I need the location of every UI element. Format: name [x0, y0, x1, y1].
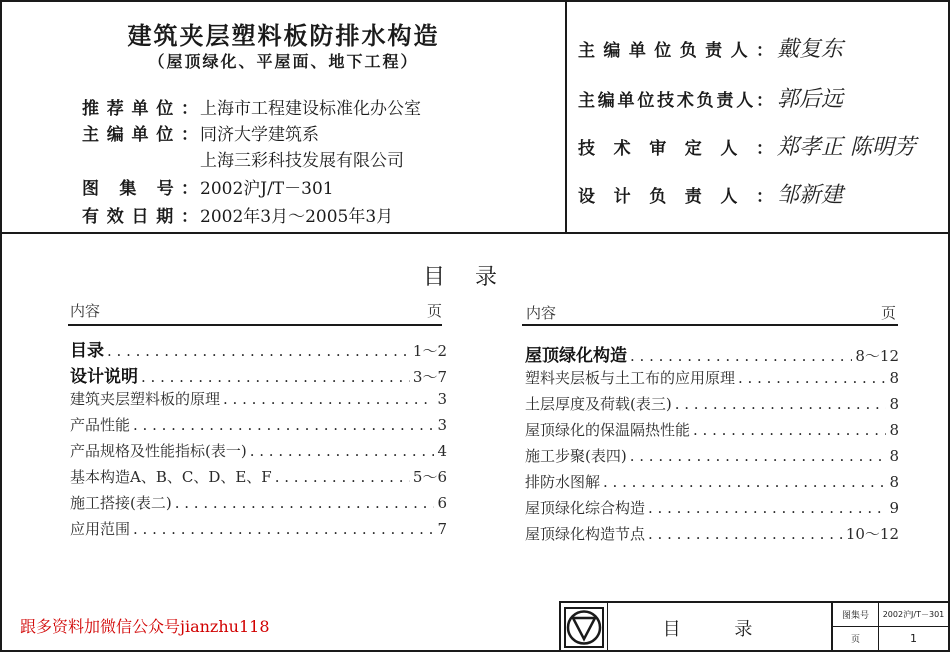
toc-entry-title: 施工搭接(表二) [70, 494, 172, 512]
toc-entry-title: 施工步聚(表四) [525, 447, 627, 465]
toc-leader-dots [693, 421, 886, 439]
info-label: 推荐单位： [82, 99, 198, 119]
toc-right-header [526, 302, 896, 324]
info-atlas-number [82, 174, 334, 200]
toc-entry-title: 土层厚度及荷载(表三) [525, 395, 672, 413]
toc-entry [525, 419, 899, 445]
toc-leader-dots [738, 369, 886, 387]
toc-entry [70, 336, 447, 362]
toc-entry [525, 497, 899, 523]
toc-entry-title: 基本构造A、B、C、D、E、F [70, 468, 272, 486]
toc-leader-dots [648, 525, 843, 543]
toc-entry-page: 6 [437, 494, 447, 512]
toc-entry-title: 产品性能 [70, 416, 131, 434]
toc-leader-dots [133, 416, 434, 434]
atlas-number: 2002沪J/T－301 [879, 603, 948, 627]
info-chief-unit [82, 120, 319, 146]
resp-label: 设计负责人： [578, 187, 773, 207]
toc-leader-dots [675, 395, 887, 413]
toc-entry [525, 367, 899, 393]
toc-entry [525, 445, 899, 471]
page-number: 1 [910, 632, 917, 645]
toc-entry [525, 523, 899, 549]
toc-entry-title: 屋顶绿化综合构造 [525, 499, 646, 517]
toc-entry-page: 8 [889, 395, 899, 413]
toc-leader-dots [250, 442, 435, 460]
toc-entry-page: 4 [437, 442, 447, 460]
signature: 邹新建 [777, 183, 844, 208]
toc-entry [525, 341, 899, 367]
toc-right-rule [522, 324, 898, 326]
toc-entry-title: 屋顶绿化的保温隔热性能 [525, 421, 691, 439]
resp-label: 技术审定人： [578, 139, 773, 159]
col-page-label: 页 [426, 302, 442, 320]
toc-entry-page: 1～2 [412, 342, 447, 360]
toc-entry-page: 8 [889, 421, 899, 439]
header-divider [565, 2, 567, 232]
col-content-label: 内容 [70, 302, 101, 320]
toc-right-list [525, 341, 899, 549]
info-label: 有效日期： [82, 207, 198, 227]
toc-entry-title: 排防水图解 [525, 473, 601, 491]
toc-left-header [70, 300, 442, 322]
toc-leader-dots [223, 390, 434, 408]
toc-leader-dots [141, 368, 410, 386]
toc-entry-title: 目录 [70, 341, 104, 361]
toc-entry-page: 9 [889, 499, 899, 517]
resp-technical-head [578, 82, 843, 112]
toc-title: 目录 [422, 265, 527, 290]
toc-entry [70, 362, 447, 388]
info-value: 上海市工程建设标准化办公室 [200, 99, 421, 119]
toc-entry-title: 塑料夹层板与土工布的应用原理 [525, 369, 736, 387]
toc-leader-dots [648, 499, 886, 517]
toc-entry-title: 建筑夹层塑料板的原理 [70, 390, 221, 408]
triangle-circle-logo-icon [561, 603, 608, 652]
atlas-label: 图集号 [833, 603, 879, 627]
signature: 郑孝正 陈明芳 [777, 135, 916, 160]
toc-entry [70, 466, 447, 492]
toc-entry-page: 8 [889, 473, 899, 491]
col-page-label: 页 [880, 304, 896, 322]
info-recommend-unit [82, 94, 421, 120]
toc-entry-page: 5～6 [412, 468, 447, 486]
toc-entry-page: 10～12 [845, 525, 899, 543]
toc-leader-dots [630, 347, 852, 365]
info-value: 2002沪J/T－301 [200, 179, 334, 199]
toc-leader-dots [175, 494, 435, 512]
toc-entry-title: 应用范围 [70, 520, 131, 538]
toc-entry [525, 393, 899, 419]
toc-entry-title: 设计说明 [70, 367, 138, 387]
title-block [559, 601, 950, 652]
toc-leader-dots [630, 447, 887, 465]
toc-leader-dots [107, 342, 410, 360]
header-bottom-rule [2, 232, 948, 234]
info-chief-unit-2 [82, 146, 404, 172]
resp-label: 主编单位负责人： [578, 41, 773, 61]
toc-entry [525, 471, 899, 497]
toc-entry-page: 8 [889, 447, 899, 465]
info-valid-date [82, 202, 393, 228]
atlas-title: 建筑夹层塑料板防排水构造 [127, 22, 440, 50]
resp-design-head [578, 178, 843, 208]
info-label: 图 集 号： [82, 179, 198, 199]
resp-technical-review [578, 130, 916, 160]
footer-note: 跟多资料加微信公众号jianzhu118 [20, 617, 270, 636]
atlas-subtitle: （屋顶绿化、平屋面、地下工程） [148, 52, 419, 71]
info-label: 主编单位： [82, 125, 198, 145]
page-label: 页 [833, 627, 879, 650]
toc-left-rule [68, 324, 442, 326]
signature: 戴复东 [777, 37, 844, 62]
info-value: 2002年3月～2005年3月 [200, 207, 394, 227]
toc-entry-title: 屋顶绿化构造节点 [525, 525, 646, 543]
info-value: 同济大学建筑系 [200, 125, 319, 145]
resp-chief-unit-head [578, 32, 843, 62]
toc-entry [70, 440, 447, 466]
resp-label: 主编单位技术负责人： [578, 91, 773, 111]
toc-entry [70, 414, 447, 440]
toc-entry-page: 3 [437, 390, 447, 408]
toc-leader-dots [133, 520, 434, 538]
info-value: 上海三彩科技发展有限公司 [200, 151, 404, 171]
toc-entry-page: 3～7 [412, 368, 447, 386]
toc-leader-dots [603, 473, 886, 491]
title-block-name: 目 录 [608, 603, 833, 652]
toc-left-list [70, 336, 447, 544]
toc-entry-page: 8 [889, 369, 899, 387]
signature: 郭后远 [777, 87, 844, 112]
col-content-label: 内容 [526, 304, 557, 322]
toc-entry [70, 492, 447, 518]
toc-entry-title: 产品规格及性能指标(表一) [70, 442, 247, 460]
toc-entry-page: 7 [437, 520, 447, 538]
toc-entry-page: 3 [437, 416, 447, 434]
toc-entry [70, 388, 447, 414]
toc-entry [70, 518, 447, 544]
toc-entry-page: 8～12 [855, 347, 899, 365]
toc-leader-dots [275, 468, 410, 486]
toc-entry-title: 屋顶绿化构造 [525, 346, 627, 366]
